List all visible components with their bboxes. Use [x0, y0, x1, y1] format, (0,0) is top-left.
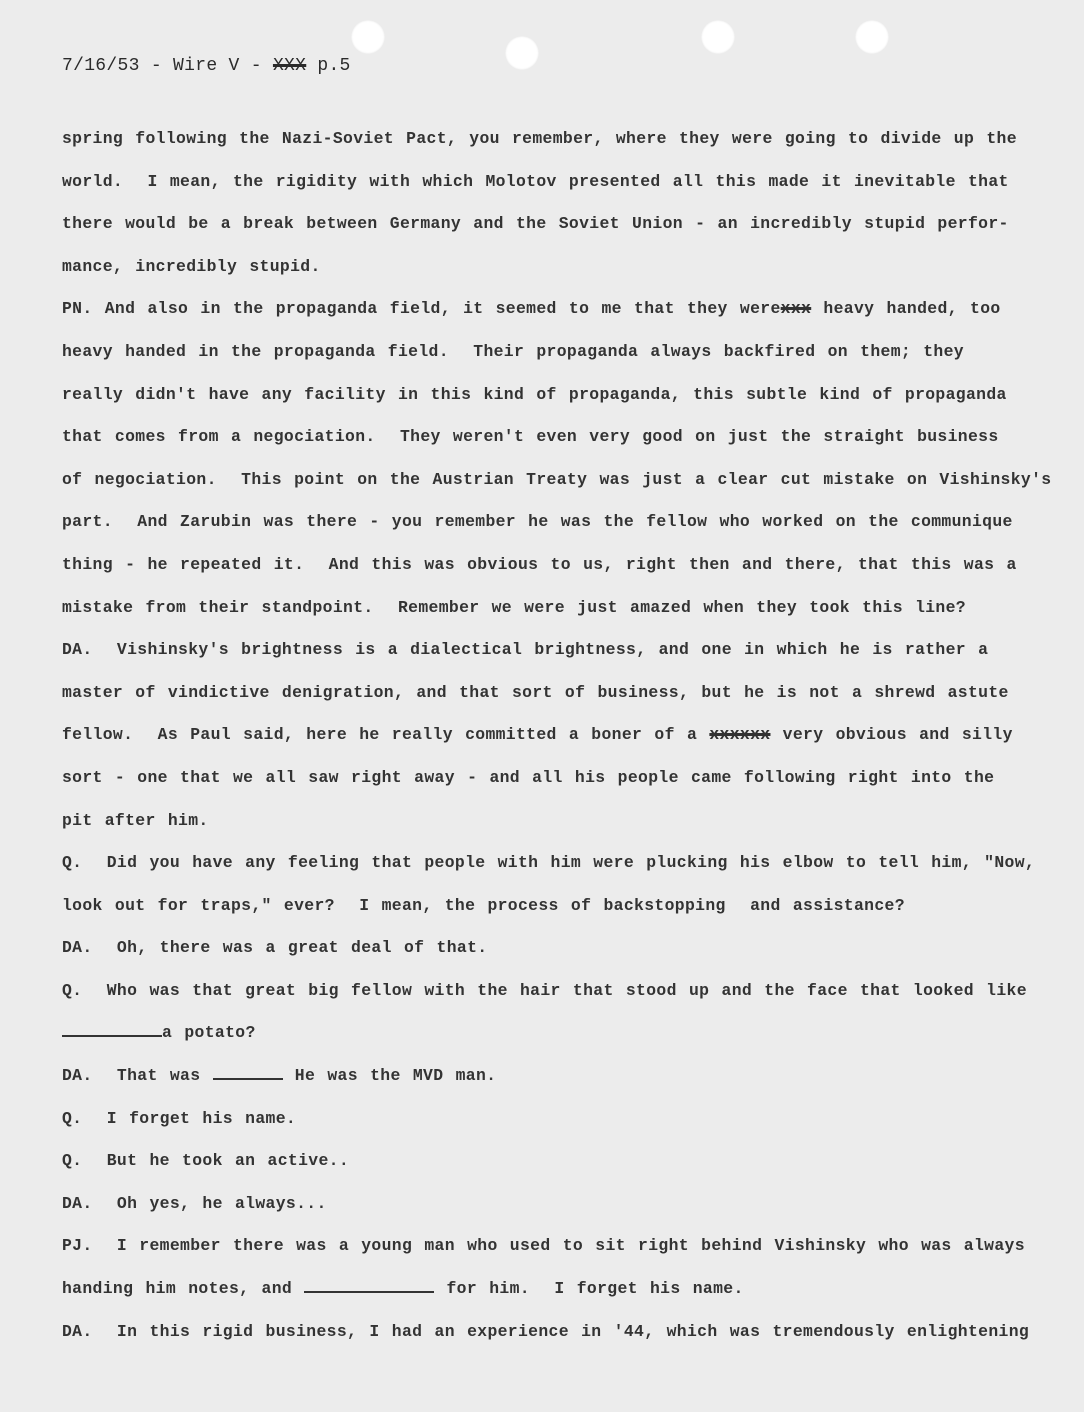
transcript-line: world. I mean, the rigidity with which Molotov presented all this made it inevitable that [62, 171, 1009, 191]
header-struck-text: XXX [272, 56, 307, 76]
transcript-line: thing - he repeated it. And this was obvious to us, right then and there, that this was a [62, 554, 1017, 574]
transcript-line: DA. Oh, there was a great deal of that. [62, 938, 488, 958]
punch-hole [351, 20, 385, 54]
punch-hole [701, 20, 735, 54]
transcript-line [62, 1055, 1052, 1098]
line-segment: heavy handed, too [811, 299, 1001, 319]
struck-out-text: xxx [780, 299, 812, 319]
transcript-line [62, 1012, 1052, 1055]
transcript-line: mance, incredibly stupid. [62, 256, 321, 276]
transcript-line [62, 288, 1052, 331]
line-segment: very obvious and silly [770, 725, 1013, 745]
transcript-line: Q. Who was that great big fellow with the hair that stood up and the face that looked like [62, 980, 1027, 1000]
transcript-line: of negociation. This point on the Austrian Treaty was just a clear cut mistake on Vishinsky's [62, 469, 1052, 489]
transcript-line: sort - one that we all saw right away - and all his people came following right into the [62, 767, 995, 787]
page-header [62, 56, 351, 76]
transcript-body [62, 118, 1052, 1353]
header-suffix: p.5 [306, 56, 351, 76]
transcript-line: spring following the Nazi-Soviet Pact, you remember, where they were going to divide up the [62, 129, 1017, 148]
transcript-line: master of vindictive denigration, and that sort of business, but he is not a shrewd astute [62, 682, 1009, 702]
transcript-line: DA. Oh yes, he always... [62, 1193, 327, 1213]
transcript-line: Q. But he took an active.. [62, 1151, 350, 1171]
blank-line [62, 1021, 162, 1037]
transcript-line: PJ. I remember there was a young man who used to sit right behind Vishinsky who was always [62, 1236, 1025, 1256]
transcript-line: DA. Vishinsky's brightness is a dialectical brightness, and one in which he is rather a [62, 640, 989, 660]
header-prefix: 7/16/53 - Wire V - [62, 56, 273, 76]
line-segment: PN. And also in the propaganda field, it seemed to me that they were [62, 299, 781, 319]
transcript-line [62, 1268, 1052, 1311]
transcript-line: heavy handed in the propaganda field. Their propaganda always backfired on them; they [62, 341, 964, 361]
transcript-line: part. And Zarubin was there - you remember he was the fellow who worked on the communique [62, 512, 1013, 532]
line-segment: for him. I forget his name. [434, 1279, 744, 1299]
line-segment: fellow. As Paul said, here he really committed a boner of a [62, 725, 710, 745]
transcript-line: Q. Did you have any feeling that people with him were plucking his elbow to tell him, "Now, [62, 853, 1036, 873]
transcript-line [62, 714, 1052, 757]
punch-hole [855, 20, 889, 54]
struck-out-text: xxxxxx [709, 725, 771, 745]
line-segment: a potato? [162, 1023, 256, 1043]
transcript-line: there would be a break between Germany and the Soviet Union - an incredibly stupid perfor- [62, 214, 1009, 234]
punch-hole [505, 36, 539, 70]
transcript-line: pit after him. [62, 810, 209, 830]
line-segment: He was the MVD man. [282, 1066, 497, 1086]
transcript-line: Q. I forget his name. [62, 1108, 297, 1128]
transcript-line: mistake from their standpoint. Remember we were just amazed when they took this line? [62, 597, 966, 617]
blank-line [213, 1064, 283, 1080]
line-segment: handing him notes, and [62, 1279, 305, 1299]
transcript-line: look out for traps," ever? I mean, the process of backstopping and assistance? [62, 895, 905, 915]
transcript-line: really didn't have any facility in this kind of propaganda, this subtle kind of propaganda [62, 384, 1007, 404]
transcript-line: DA. In this rigid business, I had an experience in '44, which was tremendously enlightening [62, 1321, 1030, 1341]
transcript-line: that comes from a negociation. They weren't even very good on just the straight business [62, 427, 999, 447]
blank-line [304, 1277, 434, 1293]
line-segment: DA. That was [62, 1066, 213, 1086]
